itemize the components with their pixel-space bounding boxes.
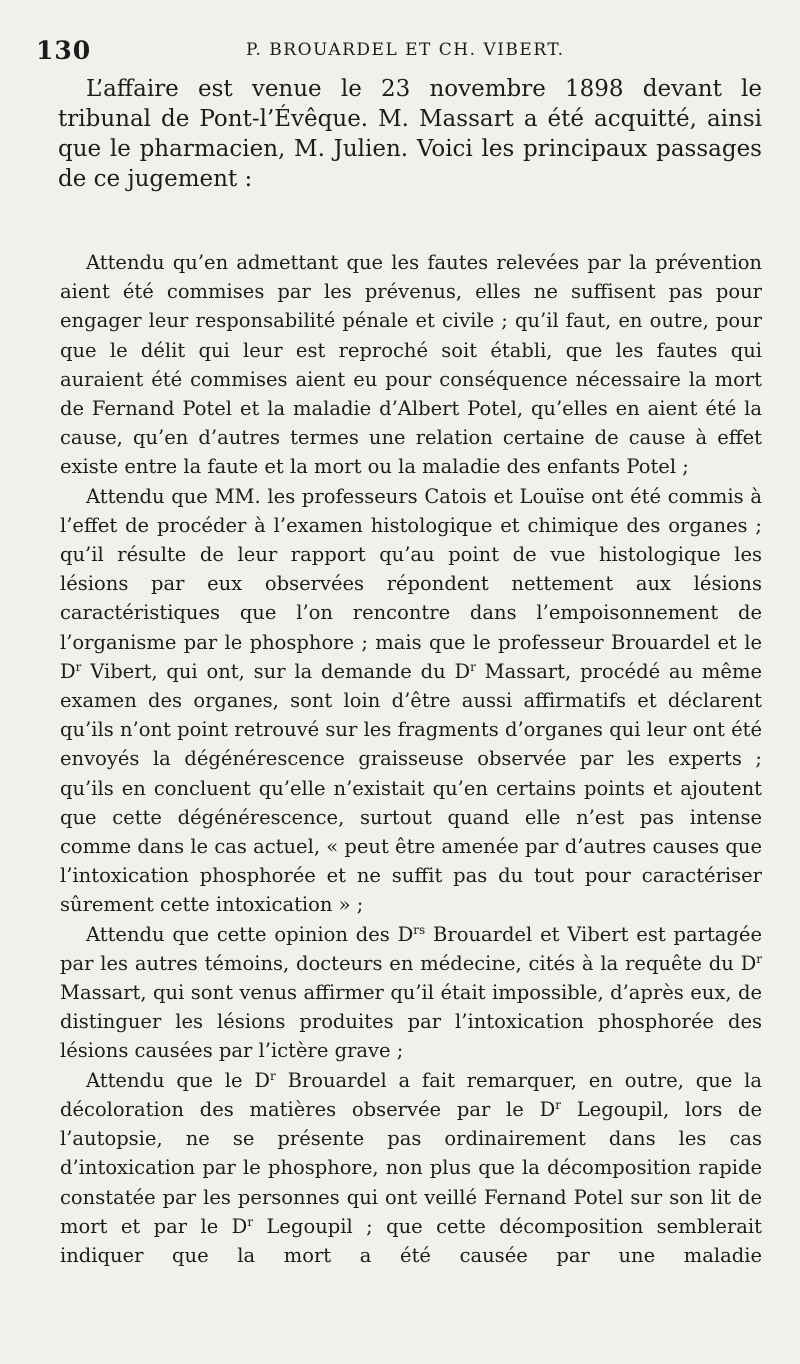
- running-head: [36, 36, 766, 72]
- intro-paragraph: L’affaire est venue le 23 novembre 1898 devant le tribunal de Pont-l’Évêque. M. Massart a été acquitté, ainsi que le pharmacien, M. Julien. Voici les principaux passages de ce jugement :: [58, 76, 762, 192]
- superscript: r: [75, 659, 82, 674]
- superscript: r: [247, 1214, 254, 1229]
- page-number: 130: [36, 36, 92, 65]
- judgment-paragraph-2: [60, 482, 762, 920]
- text-run: Massart, qui sont venus affirmer qu’il était impossible, d’après eux, de distinguer les lésions produites par l’intoxication phosphorée des lésions causées par l’ictère grave ;: [60, 981, 762, 1063]
- judgment-paragraph-3: [60, 920, 762, 1066]
- superscript: r: [470, 659, 476, 674]
- superscript: r: [555, 1097, 561, 1112]
- running-title: P. BROUARDEL ET CH. VIBERT.: [246, 40, 565, 60]
- text-run: Massart, procédé au même examen des organes, sont loin d’être aussi affirmatifs et déclarent qu’ils n’ont point retrouvé sur les fragments d’organes qui leur ont été envoyés la dégénérescence graisseuse observée par les experts ; qu’ils en concluent qu’elle n’existait qu’en certains points et ajoutent que cette dégénérescence, surtout quand elle n’est pas intense comme dans le cas actuel, « peut être amenée par d’autres causes que l’intoxication phosphorée et ne suffit pas du tout pour caractériser sûrement cette intoxication » ;: [60, 659, 762, 917]
- judgment-paragraph-1: Attendu qu’en admettant que les fautes relevées par la prévention aient été commises par les prévenus, elles ne suffisent pas pour engager leur responsabilité pénale et civile ; qu’il faut, en outre, pour que le délit qui leur est reproché soit établi, que les fautes qui auraient été commises aient eu pour conséquence nécessaire la mort de Fernand Potel et la maladie d’Albert Potel, qu’elles en aient été la cause, qu’en d’autres termes une relation certaine de cause à effet existe entre la faute et la mort ou la maladie des enfants Potel ;: [60, 251, 762, 479]
- superscript: r: [270, 1068, 276, 1083]
- text-run: Brouardel a fait remarquer, en outre, que la décoloration des matières observée par le D: [60, 1068, 762, 1121]
- judgment-excerpt: [60, 248, 762, 1270]
- intro-text: [58, 74, 762, 194]
- text-run: Vibert, qui ont, sur la demande du D: [81, 659, 471, 683]
- text-run: Brouardel et Vibert est partagée par les autres témoins, docteurs en médecine, cités à la requête du D: [60, 922, 762, 975]
- text-run: Legoupil, lors de l’autopsie, ne se présente pas ordinairement dans les cas d’intoxication par le phosphore, non plus que la décomposition rapide constatée par les personnes qui ont veillé Fernand Potel sur son lit de mort et par le D: [60, 1097, 762, 1238]
- text-run: Attendu que le D: [86, 1068, 270, 1092]
- text-run: Attendu que cette opinion des D: [86, 922, 414, 946]
- superscript: r: [756, 951, 762, 966]
- text-run: Legoupil ; que cette décomposition semblerait indiquer que la mort a été causée par une maladie: [60, 1214, 762, 1267]
- judgment-paragraph-4: [60, 1066, 762, 1270]
- superscript: rs: [413, 922, 426, 937]
- text-run: Attendu que MM. les professeurs Catois et Louïse ont été commis à l’effet de procéder à l’examen histologique et chimique des organes ; qu’il résulte de leur rapport qu’au point de vue histologique les lésions par eux observées répondent nettement aux lésions caractéristiques que l’on rencontre dans l’empoisonnement de l’organisme par le phosphore ; mais que le professeur Brouardel et le D: [60, 484, 762, 683]
